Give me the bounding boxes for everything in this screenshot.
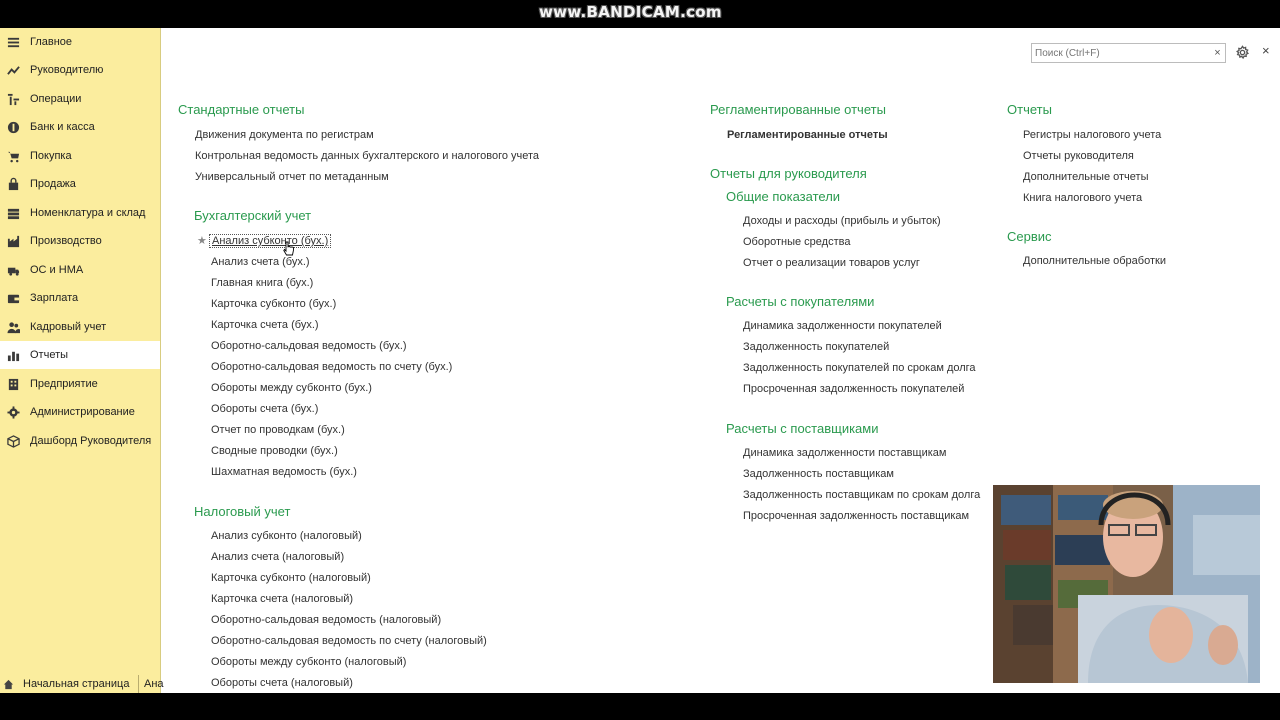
wallet-icon — [6, 291, 20, 305]
close-button[interactable]: × — [1262, 43, 1270, 58]
report-link[interactable]: Отчет по проводкам (бух.) — [211, 424, 345, 436]
report-link[interactable]: Дополнительные отчеты — [1023, 171, 1149, 183]
report-link[interactable]: Анализ субконто (налоговый) — [211, 530, 362, 542]
sidebar-item-reports[interactable] — [0, 341, 160, 369]
operations-icon — [6, 92, 20, 106]
report-link[interactable]: Карточка субконто (бух.) — [211, 298, 337, 310]
sidebar-item-label: Администрирование — [30, 406, 135, 418]
report-link[interactable]: Оборотно-сальдовая ведомость (налоговый) — [211, 614, 442, 626]
report-link[interactable]: Анализ счета (налоговый) — [211, 551, 345, 563]
section-heading-tax: Налоговый учет — [194, 504, 291, 519]
webcam-picture — [993, 485, 1260, 683]
sidebar-item-label: Зарплата — [30, 292, 79, 304]
bar-chart-icon — [6, 348, 20, 362]
sidebar-item-label: Производство — [30, 235, 102, 247]
report-link[interactable]: Задолженность поставщикам по срокам долга — [743, 489, 981, 501]
building-icon — [6, 377, 20, 391]
section-heading-regulated: Регламентированные отчеты — [710, 102, 886, 117]
sidebar-item-warehouse[interactable] — [0, 199, 160, 227]
report-link[interactable]: Задолженность покупателей — [743, 341, 890, 353]
search-clear-button[interactable]: × — [1210, 43, 1226, 63]
sidebar-item-manager[interactable] — [0, 56, 160, 84]
report-link[interactable]: Обороты между субконто (налоговый) — [211, 656, 407, 668]
sidebar-item-label: Банк и касса — [30, 121, 95, 133]
report-link[interactable]: Динамика задолженности поставщикам — [743, 447, 947, 459]
sidebar-item-label: Номенклатура и склад — [30, 207, 146, 219]
report-link[interactable]: Доходы и расходы (прибыль и убыток) — [743, 215, 941, 227]
sidebar-item-label: Отчеты — [30, 349, 69, 361]
warehouse-icon — [6, 206, 20, 220]
report-link[interactable]: Оборотно-сальдовая ведомость по счету (бух.) — [211, 361, 453, 373]
report-link[interactable]: Просроченная задолженность покупателей — [743, 383, 965, 395]
report-link[interactable]: Обороты счета (налоговый) — [211, 677, 353, 689]
report-link[interactable]: Карточка счета (бух.) — [211, 319, 319, 331]
report-link[interactable]: Карточка счета (налоговый) — [211, 593, 354, 605]
sidebar-item-operations[interactable] — [0, 85, 160, 113]
section-heading-manager: Отчеты для руководителя — [710, 166, 867, 181]
sidebar-item-main[interactable] — [0, 28, 160, 56]
report-link[interactable]: Регистры налогового учета — [1023, 129, 1162, 141]
sidebar-item-salary[interactable] — [0, 284, 160, 312]
sidebar-item-label: Кадровый учет — [30, 321, 107, 333]
sidebar-item-label: Руководителю — [30, 64, 104, 76]
sidebar-item-dashboard[interactable] — [0, 427, 160, 455]
report-link[interactable]: Обороты счета (бух.) — [211, 403, 319, 415]
tab-home[interactable] — [0, 675, 129, 693]
section-heading-general: Общие показатели — [726, 189, 841, 204]
sidebar-item-production[interactable] — [0, 227, 160, 255]
section-heading-suppliers: Расчеты с поставщиками — [726, 421, 879, 436]
screen-bottom-bar — [0, 693, 1280, 720]
report-link[interactable]: Отчет о реализации товаров услуг — [743, 257, 920, 269]
report-link[interactable]: Книга налогового учета — [1023, 192, 1143, 204]
report-link[interactable]: Шахматная ведомость (бух.) — [211, 466, 357, 478]
search-input[interactable] — [1031, 43, 1211, 63]
factory-icon — [6, 234, 20, 248]
report-link[interactable]: Анализ счета (бух.) — [211, 256, 310, 268]
report-link[interactable]: Главная книга (бух.) — [211, 277, 314, 289]
favorite-star-icon[interactable]: ★ — [197, 235, 207, 247]
sidebar-item-purchase[interactable] — [0, 142, 160, 170]
report-link[interactable]: Сводные проводки (бух.) — [211, 445, 338, 457]
report-link[interactable]: Отчеты руководителя — [1023, 150, 1134, 162]
report-link[interactable]: Оборотно-сальдовая ведомость по счету (налоговый) — [211, 635, 487, 647]
bag-icon — [6, 177, 20, 191]
sidebar-item-label: Операции — [30, 93, 82, 105]
sidebar-item-label: Продажа — [30, 178, 76, 190]
cube-icon — [6, 434, 20, 448]
report-link[interactable]: Универсальный отчет по метаданным — [195, 171, 389, 183]
settings-gear-icon[interactable] — [1235, 45, 1250, 60]
sidebar-item-enterprise[interactable] — [0, 370, 160, 398]
tab-home-label: Начальная страница — [23, 678, 130, 690]
sidebar — [0, 28, 164, 693]
sidebar-item-label: Предприятие — [30, 378, 98, 390]
bank-icon — [6, 120, 20, 134]
report-link[interactable]: Регламентированные отчеты — [727, 129, 888, 141]
report-link[interactable]: Динамика задолженности покупателей — [743, 320, 942, 332]
sidebar-item-assets[interactable] — [0, 256, 160, 284]
sidebar-item-label: Дашборд Руководителя — [30, 435, 152, 447]
webcam-overlay — [993, 485, 1260, 683]
report-link[interactable]: Задолженность поставщикам — [743, 468, 894, 480]
gear-icon — [6, 405, 20, 419]
people-icon — [6, 320, 20, 334]
bottom-tabs — [0, 675, 164, 693]
report-link[interactable]: Дополнительные обработки — [1023, 255, 1166, 267]
report-link[interactable]: Просроченная задолженность поставщикам — [743, 510, 970, 522]
sidebar-item-admin[interactable] — [0, 398, 160, 426]
section-heading-service: Сервис — [1007, 229, 1052, 244]
sidebar-item-label: ОС и НМА — [30, 264, 84, 276]
sidebar-item-bank[interactable] — [0, 113, 160, 141]
sidebar-item-label: Главное — [30, 36, 73, 48]
section-heading-standard: Стандартные отчеты — [178, 102, 305, 117]
report-link[interactable]: Контрольная ведомость данных бухгалтерского и налогового учета — [195, 150, 540, 162]
report-link[interactable]: Обороты между субконто (бух.) — [211, 382, 372, 394]
app-window — [0, 28, 1280, 693]
home-icon — [3, 679, 14, 690]
mouse-pointer-icon — [283, 241, 295, 257]
report-link-focused[interactable]: Анализ субконто (бух.) — [209, 234, 331, 248]
section-heading-accounting: Бухгалтерский учет — [194, 208, 312, 223]
tab-analysis[interactable]: Ана — [138, 675, 161, 693]
cart-icon — [6, 149, 20, 163]
report-link[interactable]: Карточка субконто (налоговый) — [211, 572, 371, 584]
bandicam-watermark: www.BANDICAM.com — [539, 3, 722, 21]
menu-icon — [6, 35, 20, 49]
report-link[interactable]: Оборотно-сальдовая ведомость (бух.) — [211, 340, 407, 352]
section-heading-buyers: Расчеты с покупателями — [726, 294, 875, 309]
section-heading-reports: Отчеты — [1007, 102, 1052, 117]
chart-line-icon — [6, 63, 20, 77]
sidebar-item-hr[interactable] — [0, 313, 160, 341]
report-link[interactable]: Задолженность покупателей по срокам долга — [743, 362, 976, 374]
report-link[interactable]: Движения документа по регистрам — [195, 129, 374, 141]
truck-icon — [6, 263, 20, 277]
report-link[interactable]: Оборотные средства — [743, 236, 851, 248]
sidebar-item-label: Покупка — [30, 150, 72, 162]
sidebar-item-sales[interactable] — [0, 170, 160, 198]
